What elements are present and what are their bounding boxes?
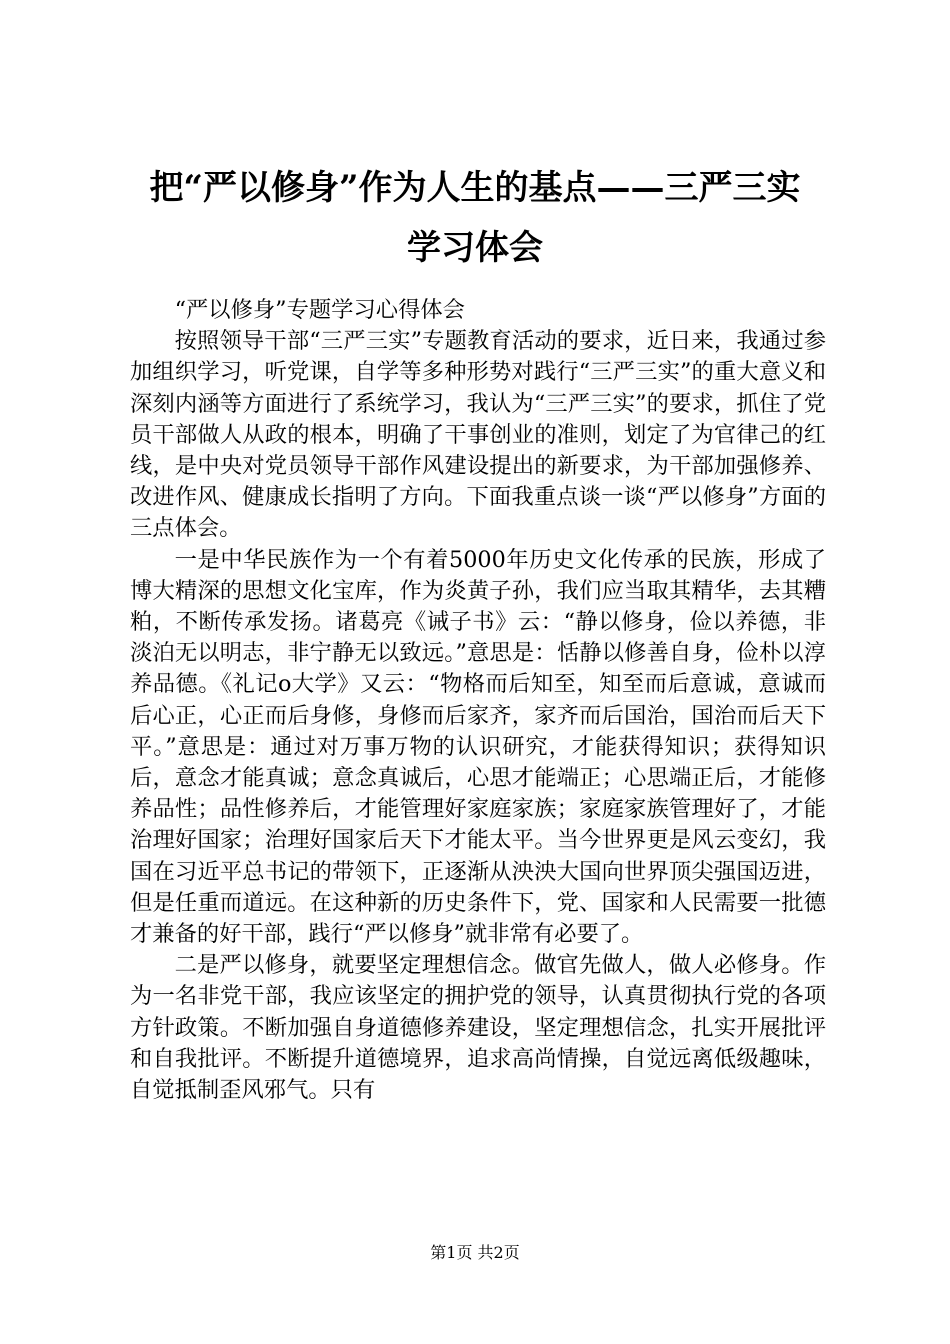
document-body bbox=[130, 295, 826, 1106]
title-line-1: 把“严以修身”作为人生的基点——三严三实 bbox=[149, 168, 801, 208]
page-number: 第1页 共2页 bbox=[430, 1243, 520, 1262]
body-paragraph-intro: 按照领导干部“三严三实”专题教育活动的要求，近日来，我通过参加组织学习，听党课，自学等多种形势对践行“三严三实”的重大意义和深刻内涵等方面进行了系统学习，我认为“三严三实”的要求，抓住了党员干部做人从政的根本，明确了干事创业的准则，划定了为官律己的红线，是中央对党员领导干部作风建设提出的新要求，为干部加强修养、改进作风、健康成长指明了方向。下面我重点谈一谈“严以修身”方面的三点体会。 bbox=[130, 328, 826, 542]
body-paragraph-point-two: 二是严以修身，就要坚定理想信念。做官先做人，做人必修身。作为一名非党干部，我应该坚定的拥护党的领导，认真贯彻执行党的各项方针政策。不断加强自身道德修养建设，坚定理想信念，扎实开展批评和自我批评。不断提升道德境界，追求高尚情操，自觉远离低级趣味，自觉抵制歪风邪气。只有 bbox=[130, 952, 826, 1104]
page-footer bbox=[0, 1243, 950, 1263]
document-title bbox=[100, 158, 850, 278]
title-line-2: 学习体会 bbox=[407, 228, 543, 268]
subtitle-paragraph: “严以修身”专题学习心得体会 bbox=[174, 297, 465, 323]
body-paragraph-point-one: 一是中华民族作为一个有着5000年历史文化传承的民族，形成了博大精深的思想文化宝库，作为炎黄子孙，我们应当取其精华，去其糟粕，不断传承发扬。诸葛亮《诫子书》云：“静以修身，俭以养德，非淡泊无以明志，非宁静无以致远。”意思是：恬静以修善自身，俭朴以淳养品德。《礼记o大学》又云：“物格而后知至，知至而后意诚，意诚而后心正，心正而后身修，身修而后家齐，家齐而后国治，国治而后天下平。”意思是：通过对万事万物的认识研究，才能获得知识；获得知识后，意念才能真诚；意念真诚后，心思才能端正；心思端正后，才能修养品性；品性修养后，才能管理好家庭家族；家庭家族管理好了，才能治理好国家；治理好国家后天下才能太平。当今世界更是风云变幻，我国在习近平总书记的带领下，正逐渐从泱泱大国向世界顶尖强国迈进，但是任重而道远。在这种新的历史条件下，党、国家和人民需要一批德才兼备的好干部，践行“严以修身”就非常有必要了。 bbox=[130, 546, 826, 948]
